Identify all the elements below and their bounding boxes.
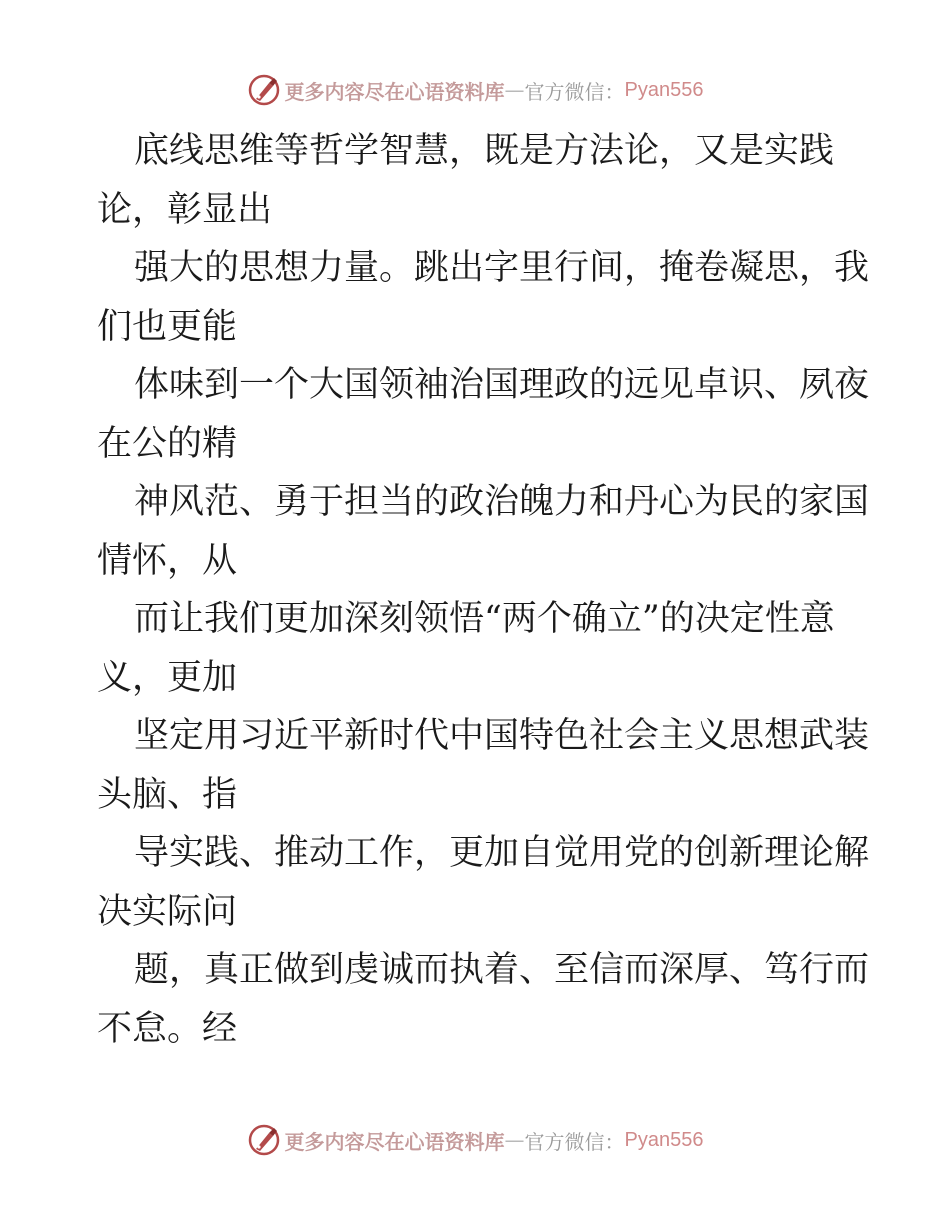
text-line: 神风范、勇于担当的政治魄力和丹心为民的家国	[134, 482, 870, 522]
text-line: 而让我们更加深刻领悟“两个确立”的决定性意	[134, 599, 835, 639]
text-line: 在公的精	[97, 423, 238, 464]
text-line: 导实践、推动工作，更加自觉用党的创新理论解	[134, 833, 870, 873]
watermark-wechat-id: Pyan556	[624, 1128, 704, 1151]
paragraph	[97, 707, 870, 824]
paragraph	[97, 473, 870, 590]
text-line: 义，更加	[97, 657, 238, 698]
watermark-text: 更多内容尽在心语资料库	[284, 79, 505, 104]
watermark-text: 更多内容尽在心语资料库	[284, 1129, 505, 1154]
watermark-wechat-label: 官方微信：	[524, 79, 625, 104]
text-line: 决实际问	[97, 891, 238, 932]
text-line: 不怠。经	[97, 1008, 238, 1049]
text-line: 情怀，从	[97, 540, 238, 581]
pen-nib-circle-icon	[247, 1123, 281, 1157]
watermark-separator: —	[504, 1128, 525, 1152]
paragraph	[97, 941, 870, 1058]
watermark-separator: —	[504, 78, 525, 102]
pen-nib-circle-icon	[247, 73, 281, 107]
footer-watermark	[0, 1120, 950, 1160]
text-line: 体味到一个大国领袖治国理政的远见卓识、夙夜	[134, 365, 870, 405]
text-line: 底线思维等哲学智慧，既是方法论，又是实践	[134, 131, 835, 171]
document-body	[97, 122, 870, 1058]
paragraph	[97, 824, 870, 941]
text-line: 头脑、指	[97, 774, 238, 815]
text-line: 坚定用习近平新时代中国特色社会主义思想武装	[134, 716, 870, 756]
paragraph	[97, 590, 867, 707]
paragraph	[97, 122, 867, 239]
paragraph	[97, 239, 870, 356]
text-line: 论，彰显出	[97, 189, 273, 230]
text-line: 们也更能	[97, 306, 238, 347]
text-line: 强大的思想力量。跳出字里行间，掩卷凝思，我	[134, 248, 870, 288]
watermark-wechat-label: 官方微信：	[524, 1129, 625, 1154]
text-line: 题，真正做到虔诚而执着、至信而深厚、笃行而	[134, 950, 870, 990]
paragraph	[97, 356, 870, 473]
watermark-wechat-id: Pyan556	[624, 78, 704, 101]
header-watermark	[0, 70, 950, 110]
